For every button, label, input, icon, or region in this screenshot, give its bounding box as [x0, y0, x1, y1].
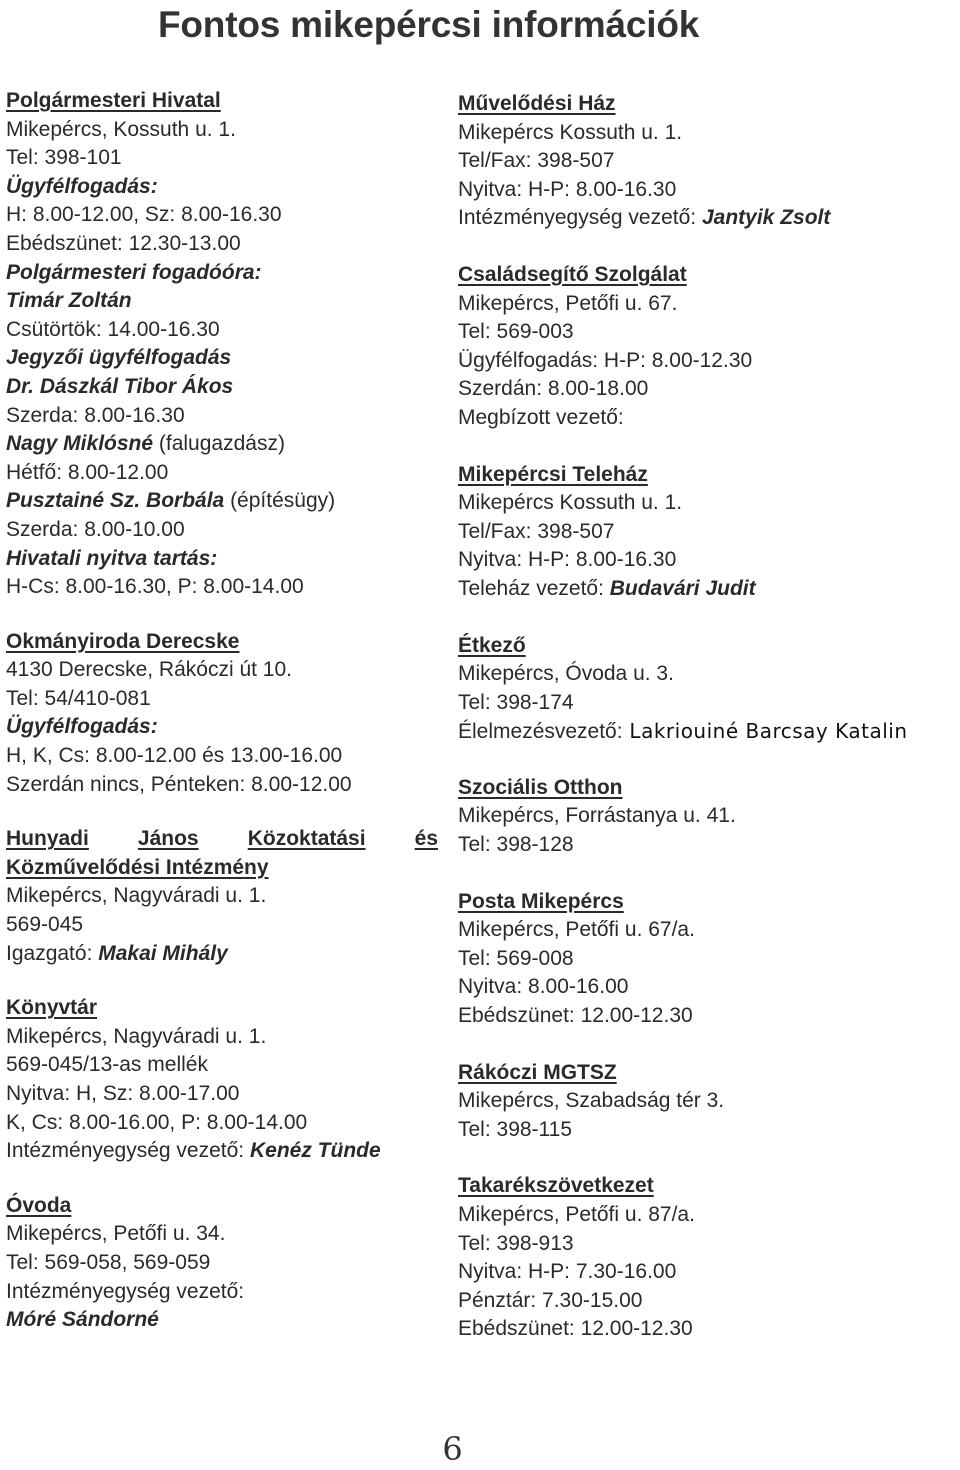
section-posta: [458, 888, 960, 1031]
section-telehaz: [458, 461, 960, 604]
phone: Tel/Fax: 398-507: [458, 519, 615, 543]
address: Mikepércs, Nagyváradi u. 1.: [6, 884, 267, 908]
office-hours: Szerdán: 8.00-18.00: [458, 377, 649, 401]
heading-word: János: [137, 827, 199, 851]
opening-hours: Nyitva: 8.00-16.00: [458, 975, 629, 999]
section-heading: Takarékszövetkezet: [458, 1174, 654, 1198]
address: Mikepércs, Petőfi u. 34.: [6, 1222, 226, 1246]
office-hours: Szerdán nincs, Pénteken: 8.00-12.00: [6, 772, 352, 796]
manager-name: Móré Sándorné: [6, 1308, 159, 1332]
section-polgarmesteri-hivatal: [6, 87, 438, 602]
left-column: [6, 87, 438, 1335]
section-okmanyiroda: [6, 628, 438, 800]
section-csaladsegito: [458, 261, 960, 433]
right-column: [458, 90, 960, 1344]
address: Mikepércs, Nagyváradi u. 1.: [6, 1024, 267, 1048]
address: Mikepércs, Óvoda u. 3.: [458, 662, 674, 686]
heading-word: Közoktatási: [247, 827, 366, 851]
address: Mikepércs, Petőfi u. 87/a.: [458, 1203, 695, 1226]
section-heading: Családsegítő Szolgálat: [458, 262, 687, 286]
person-name: Pusztainé Sz. Borbála: [6, 489, 225, 513]
unit-manager: [6, 1137, 438, 1166]
office-hours: H, K, Cs: 8.00-12.00 és 13.00-16.00: [6, 744, 343, 768]
lunch-break: Ebédszünet: 12.00-12.30: [458, 1004, 693, 1028]
phone: 569-045: [6, 913, 84, 937]
phone: Tel: 569-058, 569-059: [6, 1250, 211, 1274]
agriculture-hours: Hétfő: 8.00-12.00: [6, 460, 169, 484]
heading-word: és: [414, 827, 438, 851]
section-muvelodesi-haz: [458, 90, 960, 233]
section-heading: Szociális Otthon: [458, 775, 623, 799]
section-heading: Étkező: [458, 633, 526, 657]
person-role: (építésügy): [224, 489, 336, 513]
manager-label: Teleház vezető:: [458, 576, 610, 600]
office-hours: H: 8.00-12.00, Sz: 8.00-16.30: [6, 203, 282, 227]
unit-manager: [458, 575, 960, 604]
building-officer: [6, 487, 438, 516]
manager-label: Intézményegység vezető:: [458, 206, 702, 230]
phone: Tel: 398-128: [458, 833, 574, 857]
opening-hours-label: Hivatali nyitva tartás:: [6, 546, 218, 570]
manager-label: Intézményegység vezető:: [6, 1139, 250, 1163]
mayor-hours-label: Polgármesteri fogadóóra:: [6, 260, 262, 284]
page-number: 6: [442, 1430, 463, 1468]
building-hours: Szerda: 8.00-10.00: [6, 517, 185, 541]
section-etkezo: [458, 632, 960, 746]
address: Mikepércs, Kossuth u. 1.: [6, 117, 236, 141]
section-szocialis-otthon: [458, 774, 960, 860]
opening-hours: Nyitva: H-P: 7.30-16.00: [458, 1260, 677, 1284]
lunch-break: Ebédszünet: 12.00-12.30: [458, 1317, 693, 1341]
manager-label: Intézményegység vezető:: [6, 1279, 245, 1303]
address: Mikepércs Kossuth u. 1.: [458, 120, 683, 144]
section-takarekszovetkezet: [458, 1172, 960, 1344]
cashier-hours: Pénztár: 7.30-15.00: [458, 1288, 643, 1312]
phone: Tel: 398-115: [458, 1117, 573, 1141]
address: Mikepércs, Petőfi u. 67.: [458, 291, 678, 315]
phone: 569-045/13-as mellék: [6, 1053, 208, 1077]
notary-name: Dr. Dászkál Tibor Ákos: [6, 374, 234, 398]
phone: Tel: 398-101: [6, 146, 122, 170]
address: Mikepércs, Szabadság tér 3.: [458, 1089, 725, 1113]
manager-label: Élelmezésvezető:: [458, 720, 623, 744]
phone: Tel: 569-008: [458, 946, 574, 970]
manager-label: Megbízott vezető:: [458, 405, 624, 429]
lunch-break: Ebédszünet: 12.30-13.00: [6, 231, 241, 255]
director: [6, 940, 438, 969]
address: Mikepércs, Forrástanya u. 41.: [458, 804, 736, 828]
phone: Tel/Fax: 398-507: [458, 149, 615, 173]
person-role: (falugazdász): [153, 432, 285, 456]
director-name: Makai Mihály: [98, 941, 228, 965]
section-heading: Okmányiroda Derecske: [6, 629, 240, 653]
section-konyvtar: [6, 994, 438, 1166]
section-ovoda: [6, 1192, 438, 1335]
manager-name: Kenéz Tünde: [249, 1139, 381, 1163]
address: Mikepércs, Petőfi u. 67/a.: [458, 918, 695, 942]
section-heading: [6, 825, 438, 854]
section-heading: Óvoda: [6, 1193, 72, 1217]
opening-hours: Nyitva: H-P: 8.00-16.30: [458, 177, 677, 201]
section-heading-line2: Közművelődési Intézmény: [6, 855, 269, 879]
director-label: Igazgató:: [6, 941, 99, 965]
manager-name: Jantyik Zsolt: [701, 206, 831, 230]
office-hours-label: Ügyfélfogadás:: [6, 174, 158, 198]
section-heading: Polgármesteri Hivatal: [6, 89, 221, 112]
manager-name: Budavári Judit: [609, 576, 756, 600]
section-heading: Mikepércsi Teleház: [458, 462, 648, 486]
opening-hours: K, Cs: 8.00-16.00, P: 8.00-14.00: [6, 1110, 308, 1134]
phone: Tel: 398-913: [458, 1231, 574, 1255]
mayor-name: Timár Zoltán: [6, 289, 132, 313]
agriculture-officer: [6, 430, 438, 459]
opening-hours: Nyitva: H-P: 8.00-16.30: [458, 548, 677, 572]
phone: Tel: 54/410-081: [6, 686, 151, 710]
phone: Tel: 398-174: [458, 690, 574, 714]
notary-hours-label: Jegyzői ügyfélfogadás: [6, 346, 232, 370]
phone: Tel: 569-003: [458, 320, 574, 344]
opening-hours: Nyitva: H, Sz: 8.00-17.00: [6, 1082, 240, 1105]
page-title: Fontos mikepércsi információk: [158, 4, 700, 45]
mayor-hours: Csütörtök: 14.00-16.30: [6, 317, 220, 341]
heading-word: Hunyadi: [6, 827, 89, 851]
section-heading: Rákóczi MGTSZ: [458, 1060, 617, 1084]
address: Mikepércs Kossuth u. 1.: [458, 491, 683, 515]
section-rakoczi-mgtsz: [458, 1059, 960, 1145]
section-heading: Könyvtár: [6, 996, 98, 1020]
notary-hours: Szerda: 8.00-16.30: [6, 403, 185, 427]
person-name: Nagy Miklósné: [6, 432, 154, 456]
office-hours: Ügyfélfogadás: H-P: 8.00-12.30: [458, 348, 753, 372]
section-heading: Művelődési Ház: [458, 92, 616, 115]
address: 4130 Derecske, Rákóczi út 10.: [6, 658, 292, 682]
section-hunyadi: [6, 825, 438, 968]
manager-name: Lakriouiné Barcsay Katalin: [622, 719, 908, 744]
section-heading: Posta Mikepércs: [458, 889, 624, 913]
catering-manager: [458, 717, 960, 746]
office-hours-label: Ügyfélfogadás:: [6, 715, 158, 739]
opening-hours: H-Cs: 8.00-16.30, P: 8.00-14.00: [6, 575, 304, 599]
unit-manager: [458, 204, 960, 233]
